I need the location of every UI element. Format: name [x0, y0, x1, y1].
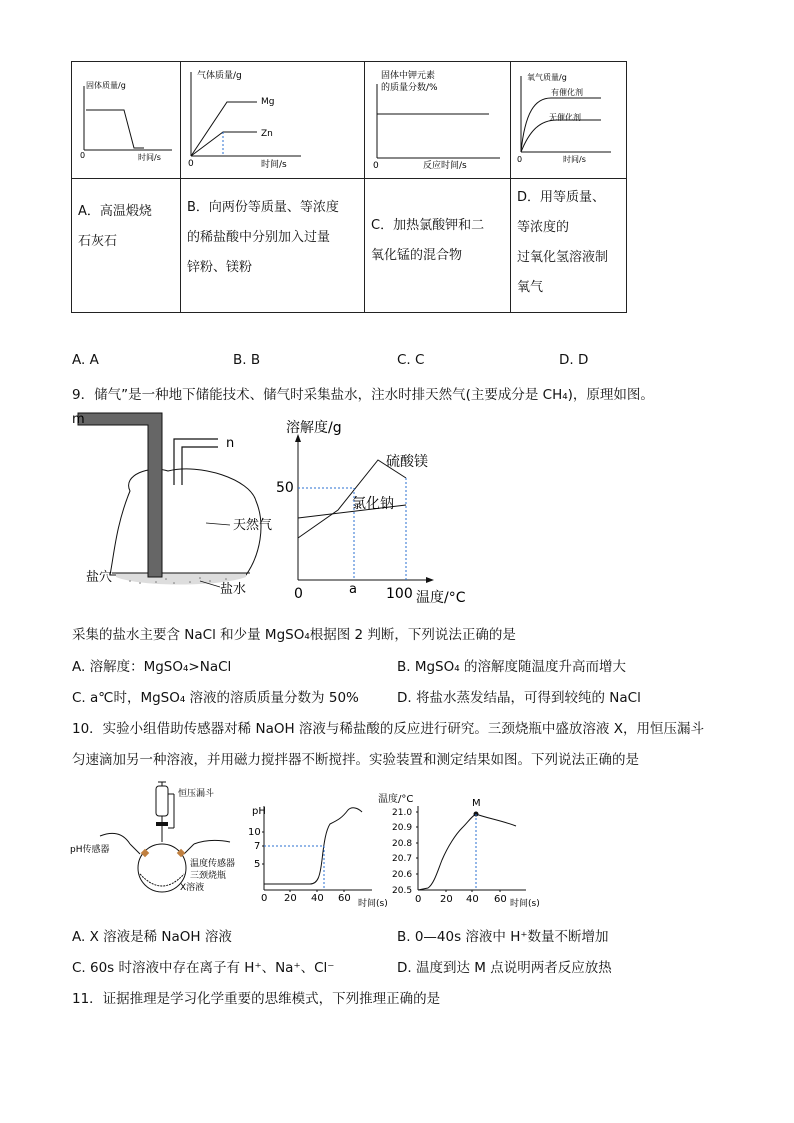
- graph-a-xlabel: 时间/s: [138, 153, 161, 162]
- ph-xtick-40: 40: [311, 893, 324, 904]
- mgso4-label: 硫酸镁: [386, 454, 428, 470]
- ph-xtick-20: 20: [284, 893, 297, 904]
- graph-b: [181, 62, 364, 178]
- q10-option-a[interactable]: A. X 溶液是稀 NaOH 溶液: [72, 929, 232, 945]
- ph-tick-10: 10: [248, 827, 261, 838]
- option-d-line-1: D．用等质量、: [517, 190, 606, 205]
- temp-tick-20-8: 20.8: [392, 839, 413, 849]
- graph-a: [72, 62, 180, 178]
- q9-stem: 9．储气”是一种地下储能技术、储气时采集盐水，注水时排天然气(主要成分是 CH₄)，原理如图。: [72, 387, 654, 403]
- temperature-xlabel: 温度/°C: [416, 590, 466, 605]
- temp-xtick-40: 40: [466, 894, 479, 905]
- ph-xlabel: 时间(s): [358, 899, 388, 908]
- option-b-line-1: B．向两份等质量、等浓度: [187, 200, 339, 215]
- option-b-cell: [181, 179, 365, 313]
- pipe-m-label: m: [72, 412, 85, 427]
- graph-a-cell: [72, 62, 181, 179]
- graph-a-origin: 0: [80, 151, 86, 160]
- graph-c-cell: [365, 62, 511, 179]
- graph-b-ylabel: 气体质量/g: [197, 71, 242, 81]
- graph-b-origin: 0: [188, 159, 194, 169]
- origin-0: 0: [294, 586, 303, 602]
- temp-tick-20-7: 20.7: [392, 854, 413, 864]
- q10-temperature-chart: [376, 790, 556, 908]
- option-a-line-1: A．高温煅烧: [78, 204, 152, 219]
- q9-option-a[interactable]: A. 溶解度：MgSO₄>NaCl: [72, 659, 232, 675]
- graph-c-origin: 0: [373, 161, 379, 171]
- graph-d-cell: [511, 62, 627, 179]
- q10-option-d[interactable]: D. 温度到达 M 点说明两者反应放热: [397, 960, 612, 976]
- option-d-line-4: 氧气: [517, 280, 544, 295]
- option-c-line-2: 氧化锰的混合物: [371, 248, 463, 263]
- cave-label: 盐穴: [86, 570, 113, 585]
- flask-label: 三颈烧瓶: [190, 871, 227, 881]
- q8-answer-d[interactable]: D. D: [559, 352, 589, 368]
- q9-salt-cave-figure: [70, 405, 300, 605]
- ph-xtick-0: 0: [261, 893, 268, 904]
- tick-a: a: [349, 582, 357, 597]
- funnel-label: 恒压漏斗: [178, 789, 215, 799]
- q10-stem-line-1: 10．实验小组借助传感器对稀 NaOH 溶液与稀盐酸的反应进行研究。三颈烧瓶中盛放溶液 X，用恒压漏斗: [72, 721, 704, 737]
- brine-label: 盐水: [220, 582, 247, 597]
- ph-ylabel: pH: [252, 806, 266, 817]
- option-a-line-2: 石灰石: [78, 234, 118, 249]
- option-d-line-2: 等浓度的: [517, 220, 570, 235]
- temp-xtick-60: 60: [494, 894, 507, 905]
- graph-d-xlabel: 时间/s: [563, 155, 586, 164]
- graph-c-xlabel: 反应时间/s: [423, 161, 467, 171]
- temp-sensor-label: 温度传感器: [190, 859, 236, 869]
- tick-100: 100: [386, 586, 413, 602]
- q9-option-c[interactable]: C. a℃时，MgSO₄ 溶液的溶质质量分数为 50%: [72, 690, 359, 706]
- graph-a-ylabel: 固体质量/g: [86, 81, 126, 90]
- q9-option-b[interactable]: B. MgSO₄ 的溶解度随温度升高而增大: [397, 659, 626, 675]
- gas-label: 天然气: [233, 518, 273, 533]
- series-zn: Zn: [261, 129, 273, 139]
- series-no-catalyst: 无催化剂: [549, 113, 581, 122]
- option-b-line-3: 锌粉、镁粉: [187, 260, 253, 275]
- temp-tick-20-6: 20.6: [392, 870, 413, 880]
- option-d-cell: [511, 179, 627, 313]
- q8-table: [71, 61, 627, 313]
- q8-answer-a[interactable]: A. A: [72, 352, 99, 368]
- graph-d: [511, 62, 626, 178]
- graph-c-ylabel-1: 固体中钾元素: [381, 71, 436, 81]
- option-c-cell: [365, 179, 511, 313]
- temp-tick-20-9: 20.9: [392, 823, 413, 833]
- q10-apparatus-figure: [70, 778, 255, 900]
- series-mg: Mg: [261, 97, 275, 107]
- x-solution-label: X溶液: [180, 883, 205, 893]
- temp-xtick-20: 20: [440, 894, 453, 905]
- q10-option-b[interactable]: B. 0—40s 溶液中 H⁺数量不断增加: [397, 929, 609, 945]
- q9-question: 采集的盐水主要含 NaCl 和少量 MgSO₄根据图 2 判断，下列说法正确的是: [72, 627, 516, 643]
- point-m-label: M: [472, 798, 481, 809]
- graph-d-ylabel: 氧气质量/g: [527, 73, 567, 82]
- graph-c: [365, 62, 510, 178]
- q8-answer-b[interactable]: B. B: [233, 352, 261, 368]
- q10-option-c[interactable]: C. 60s 时溶液中存在离子有 H⁺、Na⁺、Cl⁻: [72, 960, 335, 976]
- series-catalyst: 有催化剂: [551, 88, 583, 97]
- temp-xlabel: 时间(s): [510, 899, 540, 908]
- graph-b-cell: [181, 62, 365, 179]
- ph-sensor-label: pH传感器: [70, 845, 110, 855]
- graph-c-ylabel-2: 的质量分数/%: [381, 83, 438, 93]
- solubility-ylabel: 溶解度/g: [286, 420, 342, 436]
- option-b-line-2: 的稀盐酸中分别加入过量: [187, 230, 331, 245]
- option-a-cell: [72, 179, 181, 313]
- temp-ylabel: 温度/°C: [378, 794, 414, 805]
- option-c-line-1: C．加热氯酸钾和二: [371, 218, 485, 233]
- pipe-n-label: n: [226, 436, 235, 451]
- q9-solubility-chart: [268, 410, 468, 605]
- q11-stem: 11．证据推理是学习化学重要的思维模式，下列推理正确的是: [72, 991, 441, 1007]
- temp-xtick-0: 0: [415, 894, 422, 905]
- temp-tick-20-5: 20.5: [392, 886, 413, 896]
- nacl-label: 氯化钠: [352, 496, 394, 512]
- ph-tick-5: 5: [254, 859, 261, 870]
- ph-tick-7: 7: [254, 841, 261, 852]
- graph-b-xlabel: 时间/s: [261, 160, 287, 170]
- graph-d-origin: 0: [517, 155, 523, 164]
- q9-option-d[interactable]: D. 将盐水蒸发结晶，可得到较纯的 NaCl: [397, 690, 641, 706]
- q8-answer-c[interactable]: C. C: [397, 352, 425, 368]
- option-d-line-3: 过氧化氢溶液制: [517, 250, 609, 265]
- temp-tick-21-0: 21.0: [392, 808, 413, 818]
- ph-xtick-60: 60: [338, 893, 351, 904]
- q10-stem-line-2: 匀速滴加另一种溶液，并用磁力搅拌器不断搅拌。实验装置和测定结果如图。下列说法正确的是: [72, 752, 639, 768]
- tick-50: 50: [276, 480, 294, 496]
